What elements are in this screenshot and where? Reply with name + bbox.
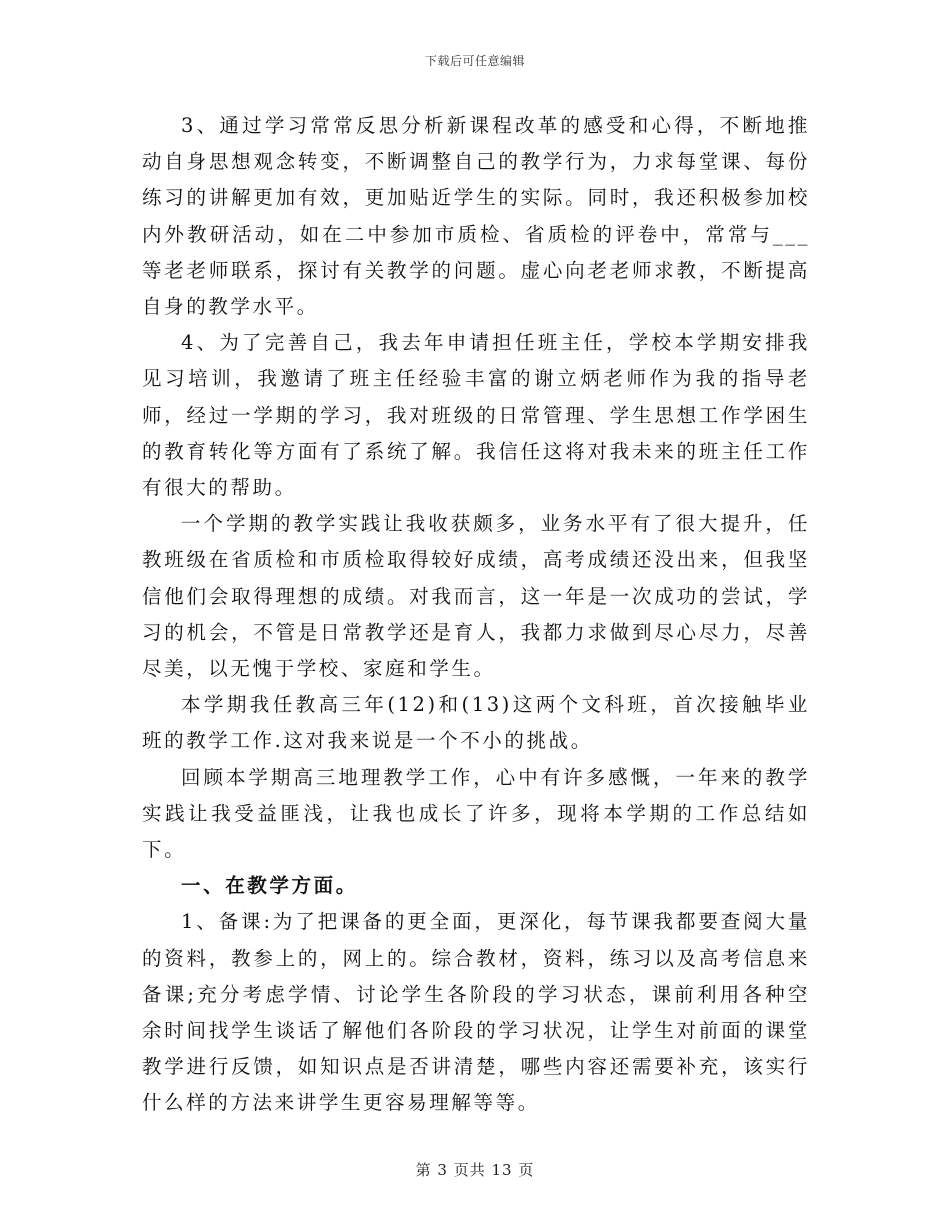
section-heading-teaching: 一、在教学方面。 bbox=[181, 874, 358, 898]
document-body bbox=[142, 108, 810, 1122]
paragraph-review: 回顾本学期高三地理教学工作，心中有许多感慨，一年来的教学实践让我受益匪浅，让我也成长了许多，现将本学期的工作总结如下。 bbox=[142, 765, 810, 862]
paragraph-semester-summary: 一个学期的教学实践让我收获颇多，业务水平有了很大提升，任教班级在省质检和市质检取得较好成绩，高考成绩还没出来，但我坚信他们会取得理想的成绩。对我而言，这一年是一次成功的尝试，学习的机会，不管是日常教学还是育人，我都力求做到尽心尽力，尽善尽美，以无愧于学校、家庭和学生。 bbox=[142, 512, 810, 681]
page-number: 第 3 页共 13 页 bbox=[415, 1161, 535, 1179]
paragraph-classes: 本学期我任教高三年(12)和(13)这两个文科班，首次接触毕业班的教学工作.这对我来说是一个不小的挑战。 bbox=[142, 693, 810, 753]
paragraph-item-3: 3、通过学习常常反思分析新课程改革的感受和心得，不断地推动自身思想观念转变，不断调整自己的教学行为，力求每堂课、每份练习的讲解更加有效，更加贴近学生的实际。同时，我还积极参加校内外教研活动，如在二中参加市质检、省质检的评卷中，常常与___等老老师联系，探讨有关教学的问题。虚心向老老师求教，不断提高自身的教学水平。 bbox=[142, 114, 810, 319]
page-header: 下载后可任意编辑 bbox=[424, 54, 525, 68]
paragraph-item-4: 4、为了完善自己，我去年申请担任班主任，学校本学期安排我见习培训，我邀请了班主任经验丰富的谢立炳老师作为我的指导老师，经过一学期的学习，我对班级的日常管理、学生思想工作学困生的教育转化等方面有了系统了解。我信任这将对我未来的班主任工作有很大的帮助。 bbox=[142, 331, 810, 500]
paragraph-lesson-prep: 1、备课:为了把课备的更全面，更深化，每节课我都要查阅大量的资料，教参上的，网上的。综合教材，资料，练习以及高考信息来备课;充分考虑学情、讨论学生各阶段的学习状态，课前利用各种空余时间找学生谈话了解他们各阶段的学习状况，让学生对前面的课堂教学进行反馈，如知识点是否讲清楚，哪些内容还需要补充，该实行什么样的方法来讲学生更容易理解等等。 bbox=[142, 910, 810, 1115]
